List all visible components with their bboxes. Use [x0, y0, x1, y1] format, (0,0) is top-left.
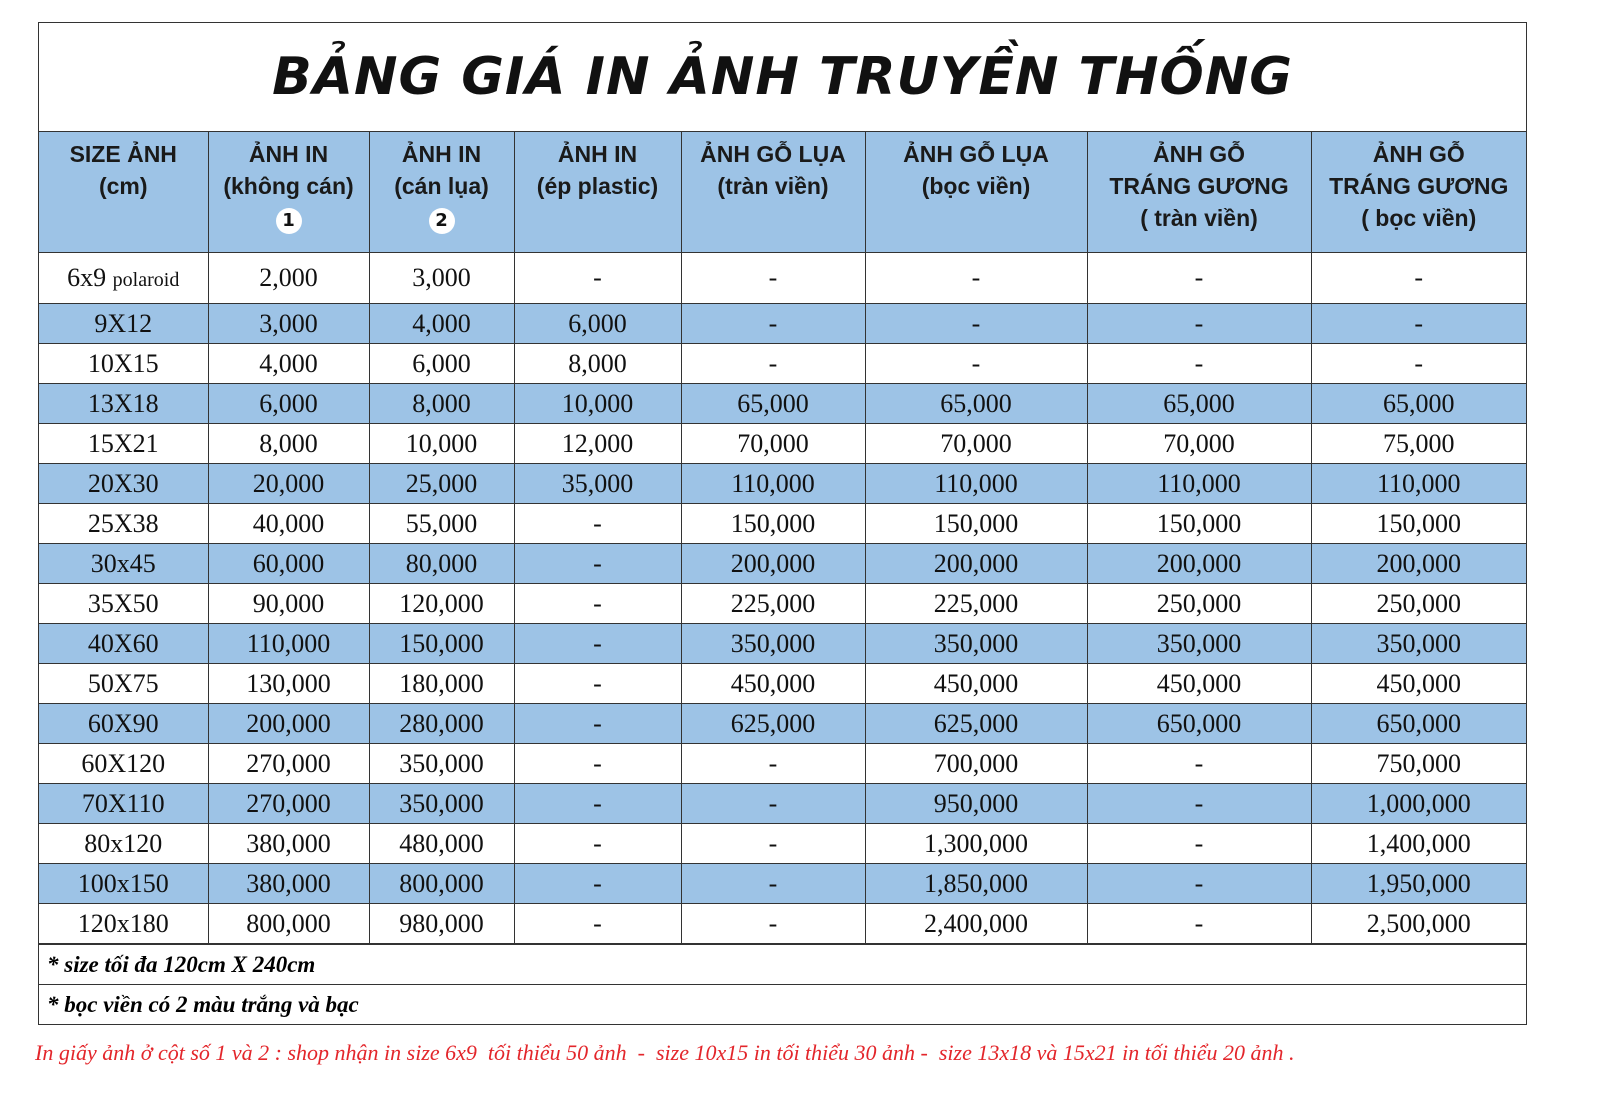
column-header	[1311, 132, 1526, 253]
price-cell: 250,000	[1087, 584, 1311, 624]
size-cell	[39, 384, 208, 424]
size-label: 9X12	[94, 308, 153, 338]
price-cell: 1,850,000	[865, 864, 1087, 904]
price-cell: -	[1087, 904, 1311, 944]
column-header-line: TRÁNG GƯƠNG	[1109, 173, 1289, 199]
price-cell: 6,000	[369, 344, 514, 384]
price-cell: 65,000	[1311, 384, 1526, 424]
price-cell: 2,500,000	[1311, 904, 1526, 944]
table-row	[39, 544, 1526, 584]
column-header-line: ẢNH GỖ	[1372, 141, 1465, 167]
price-cell: 450,000	[865, 664, 1087, 704]
price-cell: 350,000	[369, 744, 514, 784]
price-cell: -	[514, 744, 681, 784]
price-cell: 120,000	[369, 584, 514, 624]
note-border-colors: * bọc viền có 2 màu trắng và bạc	[39, 984, 1526, 1024]
size-cell	[39, 864, 208, 904]
size-cell	[39, 624, 208, 664]
column-header-line: ẢNH GỖ LỤA	[903, 141, 1049, 167]
price-cell: 950,000	[865, 784, 1087, 824]
price-cell: 350,000	[681, 624, 865, 664]
price-cell: 380,000	[208, 864, 369, 904]
column-header	[1087, 132, 1311, 253]
column-header-line: ẢNH IN	[401, 141, 482, 167]
price-cell: 270,000	[208, 744, 369, 784]
price-cell: 110,000	[208, 624, 369, 664]
price-cell: -	[681, 904, 865, 944]
note-max-size: * size tối đa 120cm X 240cm	[39, 944, 1526, 984]
size-cell	[39, 584, 208, 624]
price-cell: 450,000	[1311, 664, 1526, 704]
column-header-line: TRÁNG GƯƠNG	[1329, 173, 1509, 199]
price-cell: 1,400,000	[1311, 824, 1526, 864]
price-cell: -	[865, 344, 1087, 384]
size-cell	[39, 424, 208, 464]
price-cell: 270,000	[208, 784, 369, 824]
table-row	[39, 304, 1526, 344]
column-header-line: ( bọc viền)	[1361, 205, 1477, 231]
price-cell: 800,000	[208, 904, 369, 944]
size-label: 50X75	[87, 668, 159, 698]
column-header-line: (không cán)	[223, 173, 354, 199]
size-cell	[39, 544, 208, 584]
price-cell: 3,000	[208, 304, 369, 344]
price-cell: 70,000	[1087, 424, 1311, 464]
price-cell: -	[514, 253, 681, 304]
column-header-line: ẢNH GỖ LỤA	[700, 141, 846, 167]
price-cell: -	[514, 864, 681, 904]
price-cell: 65,000	[681, 384, 865, 424]
price-cell: 150,000	[369, 624, 514, 664]
price-cell: 350,000	[1311, 624, 1526, 664]
table-row	[39, 864, 1526, 904]
price-cell: 800,000	[369, 864, 514, 904]
table-row	[39, 624, 1526, 664]
size-suffix: polaroid	[112, 269, 180, 291]
size-cell	[39, 784, 208, 824]
table-row	[39, 253, 1526, 304]
table-row	[39, 504, 1526, 544]
price-cell: -	[865, 253, 1087, 304]
price-cell: 225,000	[865, 584, 1087, 624]
price-cell: 650,000	[1311, 704, 1526, 744]
column-header	[681, 132, 865, 253]
size-cell	[39, 304, 208, 344]
price-cell: 110,000	[1311, 464, 1526, 504]
price-cell: -	[1087, 304, 1311, 344]
price-cell: 60,000	[208, 544, 369, 584]
price-cell: 110,000	[1087, 464, 1311, 504]
size-label: 120x180	[77, 908, 169, 938]
size-cell	[39, 704, 208, 744]
size-label: 30x45	[90, 548, 156, 578]
price-cell: -	[681, 864, 865, 904]
price-cell: -	[681, 304, 865, 344]
column-header-line: (bọc viền)	[921, 173, 1031, 199]
price-cell: -	[514, 504, 681, 544]
price-cell: 40,000	[208, 504, 369, 544]
price-cell: 25,000	[369, 464, 514, 504]
price-cell: 200,000	[1311, 544, 1526, 584]
size-cell	[39, 824, 208, 864]
price-cell: 75,000	[1311, 424, 1526, 464]
column-header-line: SIZE ẢNH	[69, 141, 177, 167]
size-label: 100x150	[77, 868, 169, 898]
price-cell: 380,000	[208, 824, 369, 864]
price-cell: 150,000	[865, 504, 1087, 544]
price-cell: -	[681, 253, 865, 304]
column-header	[369, 132, 514, 253]
price-cell: 350,000	[369, 784, 514, 824]
size-label: 40X60	[87, 628, 159, 658]
price-cell: 350,000	[1087, 624, 1311, 664]
price-cell: 35,000	[514, 464, 681, 504]
size-label: 60X120	[81, 748, 166, 778]
size-label: 15X21	[87, 428, 159, 458]
size-cell	[39, 344, 208, 384]
table-row	[39, 744, 1526, 784]
size-label: 25X38	[87, 508, 159, 538]
price-cell: -	[1311, 253, 1526, 304]
price-cell: 350,000	[865, 624, 1087, 664]
table-row	[39, 784, 1526, 824]
price-cell: 450,000	[1087, 664, 1311, 704]
price-cell: -	[1087, 824, 1311, 864]
table-row	[39, 904, 1526, 944]
price-cell: -	[865, 304, 1087, 344]
price-cell: 8,000	[514, 344, 681, 384]
table-row	[39, 344, 1526, 384]
size-cell	[39, 253, 208, 304]
price-cell: -	[1087, 253, 1311, 304]
column-number-badge: 2	[429, 208, 455, 234]
column-header	[514, 132, 681, 253]
price-cell: 3,000	[369, 253, 514, 304]
price-cell: 110,000	[681, 464, 865, 504]
price-cell: 65,000	[1087, 384, 1311, 424]
column-header	[208, 132, 369, 253]
price-cell: -	[1311, 344, 1526, 384]
price-cell: 10,000	[514, 384, 681, 424]
price-cell: 80,000	[369, 544, 514, 584]
table-row	[39, 464, 1526, 504]
table-row	[39, 424, 1526, 464]
header-row	[39, 132, 1526, 253]
price-cell: 225,000	[681, 584, 865, 624]
size-cell	[39, 744, 208, 784]
price-cell: -	[514, 824, 681, 864]
size-label: 13X18	[87, 388, 159, 418]
price-cell: 8,000	[369, 384, 514, 424]
column-number-badge: 1	[276, 208, 302, 234]
price-cell: 200,000	[1087, 544, 1311, 584]
column-header-line: ẢNH GỖ	[1153, 141, 1245, 167]
price-cell: 1,300,000	[865, 824, 1087, 864]
price-cell: -	[514, 664, 681, 704]
price-cell: 12,000	[514, 424, 681, 464]
price-cell: 200,000	[865, 544, 1087, 584]
price-cell: 70,000	[865, 424, 1087, 464]
table-row	[39, 704, 1526, 744]
column-header-line: ẢNH IN	[557, 141, 638, 167]
price-cell: 4,000	[369, 304, 514, 344]
price-cell: -	[1087, 744, 1311, 784]
price-cell: 70,000	[681, 424, 865, 464]
column-header-line: (cm)	[98, 173, 148, 199]
price-cell: 65,000	[865, 384, 1087, 424]
price-cell: -	[514, 544, 681, 584]
price-cell: 130,000	[208, 664, 369, 704]
column-header-line: (ép plastic)	[536, 173, 659, 199]
price-cell: 55,000	[369, 504, 514, 544]
price-cell: 2,000	[208, 253, 369, 304]
price-cell: 150,000	[681, 504, 865, 544]
price-cell: 200,000	[208, 704, 369, 744]
column-header	[39, 132, 208, 253]
column-header-line: (tràn viền)	[717, 173, 829, 199]
size-label: 35X50	[87, 588, 159, 618]
size-label: 6x9	[67, 263, 107, 292]
price-cell: -	[1087, 784, 1311, 824]
price-cell: 480,000	[369, 824, 514, 864]
price-cell: 625,000	[681, 704, 865, 744]
page-title: BẢNG GIÁ IN ẢNH TRUYỀN THỐNG	[39, 23, 1526, 132]
table-row	[39, 664, 1526, 704]
size-cell	[39, 504, 208, 544]
price-cell: 4,000	[208, 344, 369, 384]
price-cell: 650,000	[1087, 704, 1311, 744]
price-cell: 200,000	[681, 544, 865, 584]
price-cell: 1,950,000	[1311, 864, 1526, 904]
price-cell: -	[681, 744, 865, 784]
size-label: 20X30	[87, 468, 159, 498]
price-cell: -	[681, 784, 865, 824]
price-cell: -	[514, 584, 681, 624]
size-label: 60X90	[87, 708, 159, 738]
price-cell: 980,000	[369, 904, 514, 944]
price-cell: 150,000	[1311, 504, 1526, 544]
size-cell	[39, 904, 208, 944]
size-cell	[39, 464, 208, 504]
column-header-line: (cán lụa)	[394, 173, 489, 199]
price-cell: 2,400,000	[865, 904, 1087, 944]
table-row	[39, 384, 1526, 424]
price-cell: -	[681, 344, 865, 384]
footer-note: In giấy ảnh ở cột số 1 và 2 : shop nhận in size 6x9 tối thiểu 50 ảnh - size 10x15 in tối thiểu 30 ảnh - size 13x18 và 15x21 in tối thiểu 20 ảnh .	[35, 1040, 1295, 1065]
price-cell: 110,000	[865, 464, 1087, 504]
price-cell: -	[1311, 304, 1526, 344]
size-label: 70X110	[81, 788, 165, 818]
column-header	[865, 132, 1087, 253]
price-cell: 750,000	[1311, 744, 1526, 784]
price-cell: 8,000	[208, 424, 369, 464]
price-cell: -	[514, 624, 681, 664]
price-cell: 280,000	[369, 704, 514, 744]
size-label: 10X15	[87, 348, 159, 378]
price-cell: -	[514, 784, 681, 824]
price-cell: 700,000	[865, 744, 1087, 784]
price-table	[39, 132, 1526, 944]
price-cell: -	[681, 824, 865, 864]
price-cell: -	[1087, 344, 1311, 384]
price-table-sheet	[38, 22, 1527, 1025]
price-cell: 450,000	[681, 664, 865, 704]
price-cell: -	[1087, 864, 1311, 904]
price-cell: 150,000	[1087, 504, 1311, 544]
size-label: 80x120	[84, 828, 163, 858]
price-cell: 6,000	[208, 384, 369, 424]
price-cell: 250,000	[1311, 584, 1526, 624]
table-row	[39, 824, 1526, 864]
price-cell: 6,000	[514, 304, 681, 344]
price-cell: 180,000	[369, 664, 514, 704]
price-cell: 625,000	[865, 704, 1087, 744]
size-cell	[39, 664, 208, 704]
table-row	[39, 584, 1526, 624]
price-cell: -	[514, 904, 681, 944]
price-cell: 90,000	[208, 584, 369, 624]
column-header-line: ( tràn viền)	[1140, 205, 1258, 231]
price-cell: 10,000	[369, 424, 514, 464]
price-cell: 1,000,000	[1311, 784, 1526, 824]
price-cell: 20,000	[208, 464, 369, 504]
price-cell: -	[514, 704, 681, 744]
column-header-line: ẢNH IN	[248, 141, 329, 167]
